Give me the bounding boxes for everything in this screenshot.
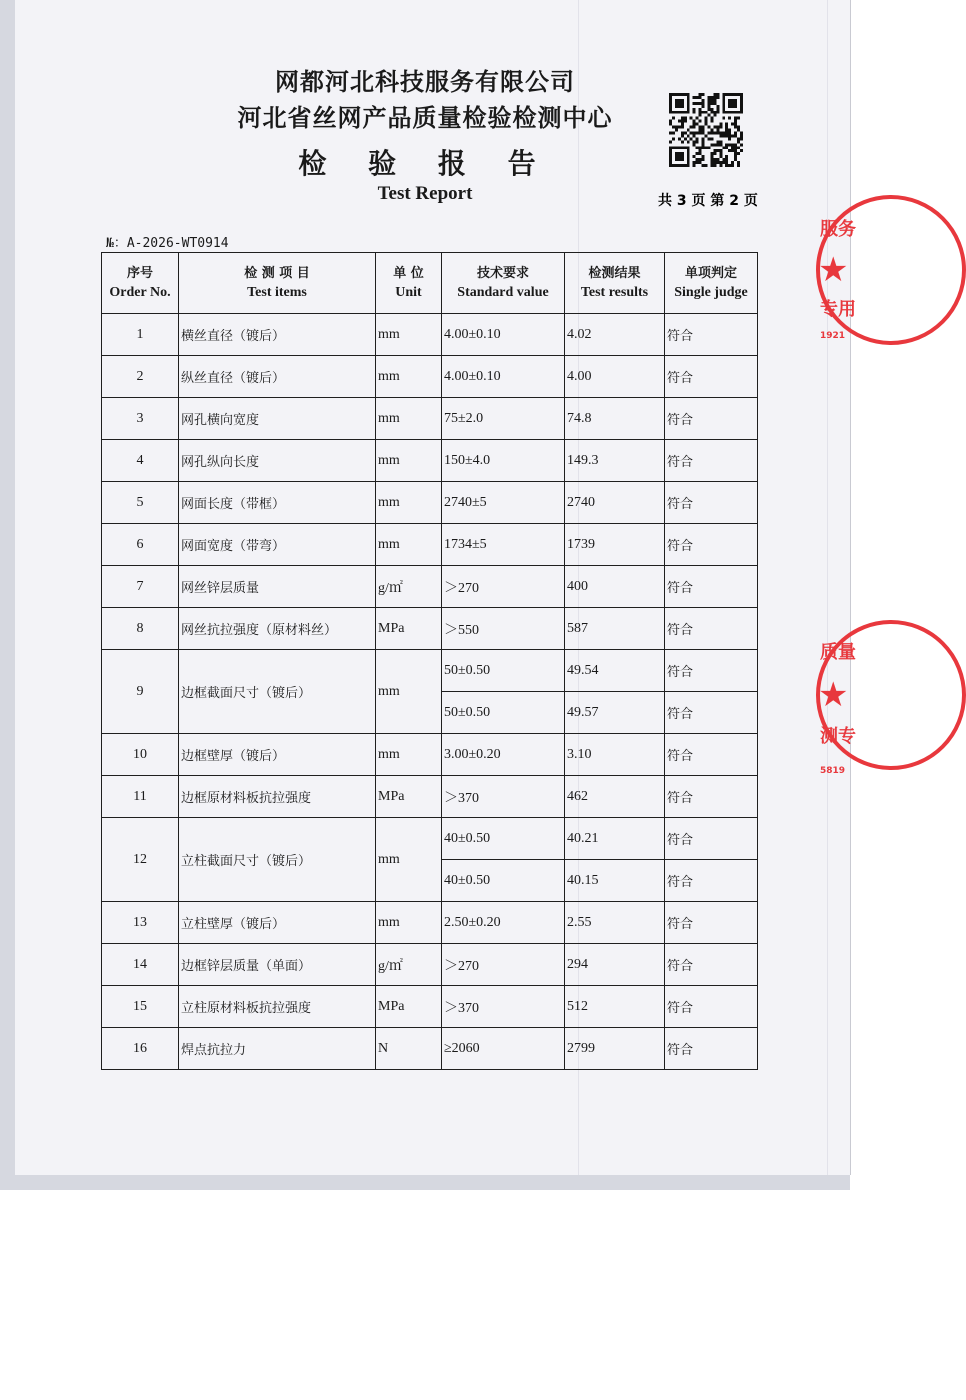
- order-no-cell: 5: [102, 482, 179, 524]
- standard-value-cell: 75±2.0: [442, 398, 565, 440]
- test-item-cell: 立柱截面尺寸（镀后）: [179, 818, 376, 902]
- standard-value-cell: ＞550: [442, 608, 565, 650]
- standard-value-cell: ＞270: [442, 566, 565, 608]
- judge-cell: 符合: [665, 398, 758, 440]
- standard-value-cell: 3.00±0.20: [442, 734, 565, 776]
- standard-value-cell: ＞270: [442, 944, 565, 986]
- test-result-cell: 149.3: [565, 440, 665, 482]
- standard-value-cell: 4.00±0.10: [442, 314, 565, 356]
- judge-cell: 符合: [665, 902, 758, 944]
- order-no-cell: 11: [102, 776, 179, 818]
- test-result-cell: 587: [565, 608, 665, 650]
- order-no-cell: 13: [102, 902, 179, 944]
- test-item-cell: 网丝锌层质量: [179, 566, 376, 608]
- judge-cell: 符合: [665, 608, 758, 650]
- table-row: [102, 776, 758, 818]
- table-row: [102, 608, 758, 650]
- unit-cell: mm: [376, 902, 442, 944]
- judge-cell: 符合: [665, 524, 758, 566]
- standard-value-cell: 50±0.50: [442, 650, 565, 692]
- header-unit: 单 位 Unit: [376, 253, 442, 314]
- unit-cell: mm: [376, 356, 442, 398]
- test-item-cell: 边框截面尺寸（镀后）: [179, 650, 376, 734]
- unit-cell: mm: [376, 398, 442, 440]
- table-row: [102, 944, 758, 986]
- test-item-cell: 纵丝直径（镀后）: [179, 356, 376, 398]
- judge-cell: 符合: [665, 440, 758, 482]
- judge-cell: 符合: [665, 482, 758, 524]
- unit-cell: mm: [376, 734, 442, 776]
- test-item-cell: 边框原材料板抗拉强度: [179, 776, 376, 818]
- judge-cell: 符合: [665, 692, 758, 734]
- unit-cell: mm: [376, 440, 442, 482]
- company-name: 网都河北科技服务有限公司: [275, 68, 575, 96]
- test-item-cell: 网丝抗拉强度（原材料丝）: [179, 608, 376, 650]
- table-row: [102, 398, 758, 440]
- table-row: [102, 902, 758, 944]
- unit-cell: mm: [376, 650, 442, 734]
- judge-cell: 符合: [665, 314, 758, 356]
- table-row: [102, 566, 758, 608]
- standard-value-cell: 40±0.50: [442, 818, 565, 860]
- standard-value-cell: 2740±5: [442, 482, 565, 524]
- unit-cell: g/㎡: [376, 944, 442, 986]
- table-row: [102, 440, 758, 482]
- test-item-cell: 边框锌层质量（单面）: [179, 944, 376, 986]
- order-no-cell: 6: [102, 524, 179, 566]
- order-no-cell: 7: [102, 566, 179, 608]
- test-item-cell: 立柱壁厚（镀后）: [179, 902, 376, 944]
- official-seal-fragment: 质量 ★ 测专 5819: [812, 620, 852, 790]
- table-header-row: [102, 253, 758, 314]
- test-item-cell: 横丝直径（镀后）: [179, 314, 376, 356]
- unit-cell: g/㎡: [376, 566, 442, 608]
- header-test-items: 检 测 项 目 Test items: [179, 253, 376, 314]
- test-item-cell: 网孔纵向长度: [179, 440, 376, 482]
- qr-code-icon: [669, 93, 743, 167]
- report-title-en: Test Report: [377, 183, 473, 204]
- center-name: 河北省丝网产品质量检验检测中心: [237, 104, 613, 132]
- standard-value-cell: 50±0.50: [442, 692, 565, 734]
- unit-cell: MPa: [376, 986, 442, 1028]
- test-item-cell: 焊点抗拉力: [179, 1028, 376, 1070]
- order-no-cell: 16: [102, 1028, 179, 1070]
- table-row: [102, 818, 758, 860]
- test-result-cell: 1739: [565, 524, 665, 566]
- table-row: [102, 314, 758, 356]
- judge-cell: 符合: [665, 1028, 758, 1070]
- standard-value-cell: 40±0.50: [442, 860, 565, 902]
- judge-cell: 符合: [665, 650, 758, 692]
- standard-value-cell: ≥2060: [442, 1028, 565, 1070]
- table-row: [102, 734, 758, 776]
- order-no-cell: 14: [102, 944, 179, 986]
- header-test-results: 检测结果 Test results: [565, 253, 665, 314]
- judge-cell: 符合: [665, 944, 758, 986]
- standard-value-cell: 1734±5: [442, 524, 565, 566]
- test-result-cell: 49.54: [565, 650, 665, 692]
- standard-value-cell: 4.00±0.10: [442, 356, 565, 398]
- official-seal-fragment: 服务 ★ 专用 1921: [812, 195, 852, 365]
- table-row: [102, 986, 758, 1028]
- test-result-cell: 512: [565, 986, 665, 1028]
- test-result-cell: 4.00: [565, 356, 665, 398]
- unit-cell: mm: [376, 314, 442, 356]
- test-item-cell: 网面宽度（带弯）: [179, 524, 376, 566]
- test-result-cell: 2.55: [565, 902, 665, 944]
- order-no-cell: 1: [102, 314, 179, 356]
- header-single-judge: 单项判定 Single judge: [665, 253, 758, 314]
- unit-cell: mm: [376, 524, 442, 566]
- test-item-cell: 立柱原材料板抗拉强度: [179, 986, 376, 1028]
- standard-value-cell: 150±4.0: [442, 440, 565, 482]
- test-result-cell: 2799: [565, 1028, 665, 1070]
- header-standard-value: 技术要求 Standard value: [442, 253, 565, 314]
- header-order-no: 序号 Order No.: [102, 253, 179, 314]
- table-row: [102, 524, 758, 566]
- order-no-cell: 2: [102, 356, 179, 398]
- order-no-cell: 4: [102, 440, 179, 482]
- judge-cell: 符合: [665, 860, 758, 902]
- unit-cell: mm: [376, 482, 442, 524]
- table-row: [102, 650, 758, 692]
- judge-cell: 符合: [665, 734, 758, 776]
- test-result-cell: 49.57: [565, 692, 665, 734]
- test-result-cell: 74.8: [565, 398, 665, 440]
- judge-cell: 符合: [665, 818, 758, 860]
- test-item-cell: 网孔横向宽度: [179, 398, 376, 440]
- judge-cell: 符合: [665, 776, 758, 818]
- test-result-cell: 3.10: [565, 734, 665, 776]
- standard-value-cell: ＞370: [442, 986, 565, 1028]
- order-no-cell: 9: [102, 650, 179, 734]
- table-row: [102, 1028, 758, 1070]
- table-row: [102, 356, 758, 398]
- order-no-cell: 10: [102, 734, 179, 776]
- test-item-cell: 边框壁厚（镀后）: [179, 734, 376, 776]
- test-result-cell: 2740: [565, 482, 665, 524]
- test-result-cell: 40.21: [565, 818, 665, 860]
- page-info: 共 3 页 第 2 页: [658, 193, 758, 209]
- standard-value-cell: 2.50±0.20: [442, 902, 565, 944]
- standard-value-cell: ＞370: [442, 776, 565, 818]
- judge-cell: 符合: [665, 356, 758, 398]
- test-result-cell: 40.15: [565, 860, 665, 902]
- test-result-cell: 294: [565, 944, 665, 986]
- test-results-table: [101, 252, 758, 1070]
- test-result-cell: 4.02: [565, 314, 665, 356]
- order-no-cell: 12: [102, 818, 179, 902]
- unit-cell: mm: [376, 818, 442, 902]
- unit-cell: MPa: [376, 776, 442, 818]
- judge-cell: 符合: [665, 986, 758, 1028]
- test-item-cell: 网面长度（带框）: [179, 482, 376, 524]
- order-no-cell: 15: [102, 986, 179, 1028]
- unit-cell: N: [376, 1028, 442, 1070]
- unit-cell: MPa: [376, 608, 442, 650]
- test-result-cell: 462: [565, 776, 665, 818]
- order-no-cell: 3: [102, 398, 179, 440]
- table-row: [102, 482, 758, 524]
- test-result-cell: 400: [565, 566, 665, 608]
- report-title-cn: 检 验 报 告: [298, 147, 552, 180]
- report-number: №：A-2026-WT0914: [106, 236, 229, 251]
- judge-cell: 符合: [665, 566, 758, 608]
- order-no-cell: 8: [102, 608, 179, 650]
